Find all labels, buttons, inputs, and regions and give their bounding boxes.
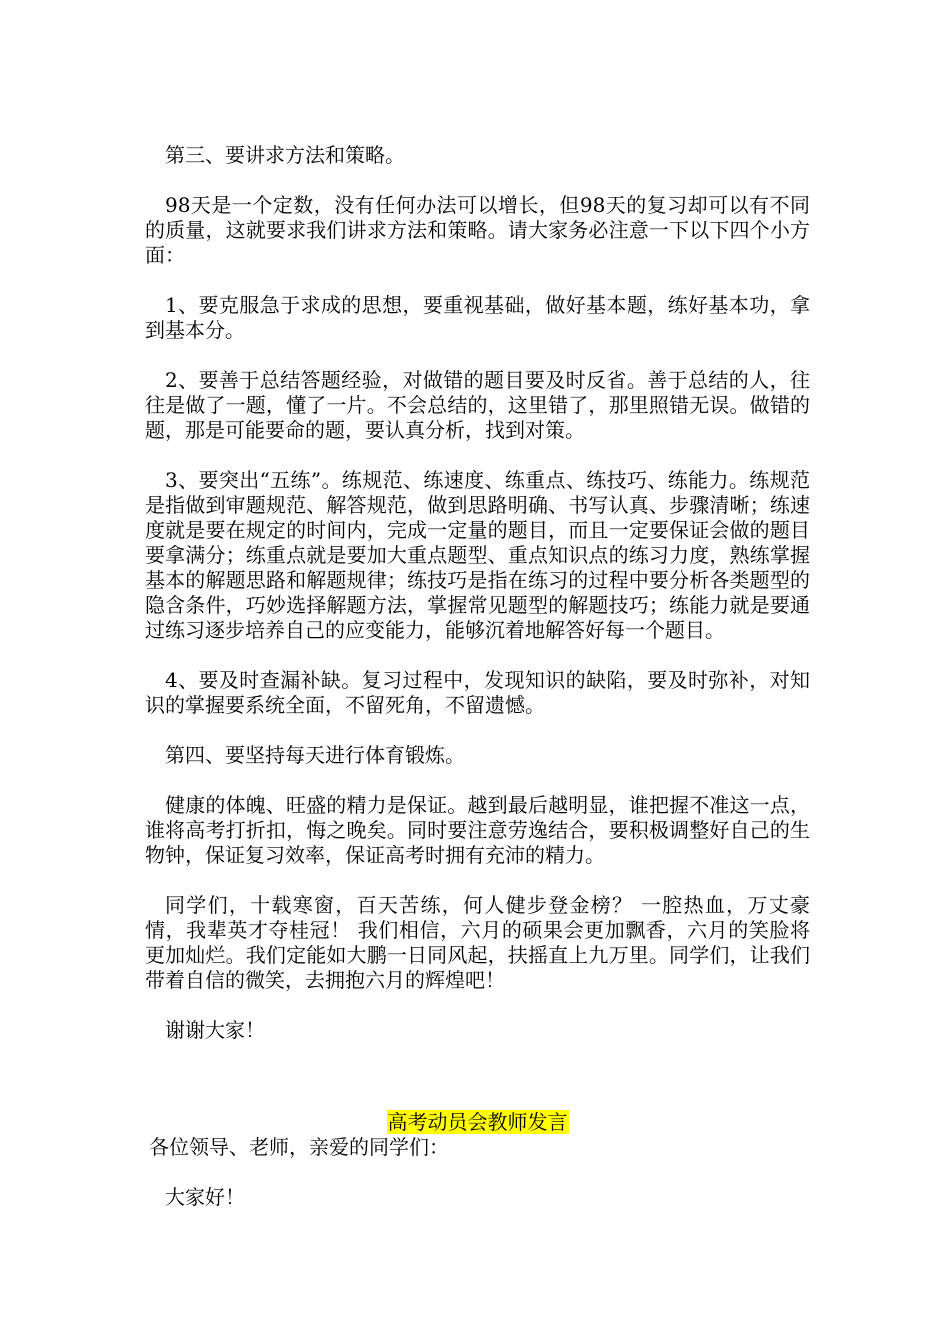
next-speech-title: 高考动员会教师发言 xyxy=(387,1110,568,1134)
point-2: 2、要善于总结答题经验，对做错的题目要及时反省。善于总结的人，往往是做了一题，懂了一片。不会总结的，这里错了，那里照错无误。做错的题，那是可能要命的题，要认真分析，找到对策。 xyxy=(145,368,810,442)
document-body xyxy=(145,143,810,1235)
point-3: 3、要突出“五练”。练规范、练速度、练重点、练技巧、练能力。练规范是指做到审题规范、解答规范，做到思路明确、书写认真、步骤清晰；练速度就是要在规定的时间内，完成一定量的题目，而且一定要保证会做的题目要拿满分；练重点就是要加大重点题型、重点知识点的练习力度，熟练掌握基本的解题思路和解题规律；练技巧是指在练习的过程中要分析各类题型的隐含条件，巧妙选择解题方法，掌握常见题型的解题技巧；练能力就是要通过练习逐步培养自己的应变能力，能够沉着地解答好每一个题目。 xyxy=(145,468,810,642)
section-3-heading: 第三、要讲求方法和策略。 xyxy=(165,143,405,167)
section-4-body: 健康的体魄、旺盛的精力是保证。越到最后越明显，谁把握不准这一点，谁将高考打折扣，悔之晚矣。同时要注意劳逸结合，要积极调整好自己的生物钟，保证复习效率，保证高考时拥有充沛的精力。 xyxy=(145,793,810,867)
salutation: 各位领导、老师，亲爱的同学们： xyxy=(149,1135,449,1159)
point-1: 1、要克服急于求成的思想，要重视基础，做好基本题，练好基本功，拿到基本分。 xyxy=(145,293,810,342)
section-4-heading: 第四、要坚持每天进行体育锻炼。 xyxy=(165,743,465,767)
greeting: 大家好！ xyxy=(165,1185,245,1209)
point-4: 4、要及时查漏补缺。复习过程中，发现知识的缺陷，要及时弥补，对知识的掌握要系统全面，不留死角，不留遗憾。 xyxy=(145,668,810,717)
section-3-intro: 98天是一个定数，没有任何办法可以增长，但98天的复习却可以有不同的质量，这就要求我们讲求方法和策略。请大家务必注意一下以下四个小方面： xyxy=(145,193,810,267)
next-speech-title-row xyxy=(145,1110,810,1135)
closing-paragraph: 同学们，十载寒窗，百天苦练，何人健步登金榜？ 一腔热血，万丈豪情，我辈英才夺桂冠！ 我们相信，六月的硕果会更加飘香，六月的笑脸将更加灿烂。我们定能如大鹏一日同风起，扶摇直上九万里。同学们，让我们带着自信的微笑，去拥抱六月的辉煌吧！ xyxy=(145,893,810,992)
thanks-line: 谢谢大家！ xyxy=(165,1018,265,1042)
